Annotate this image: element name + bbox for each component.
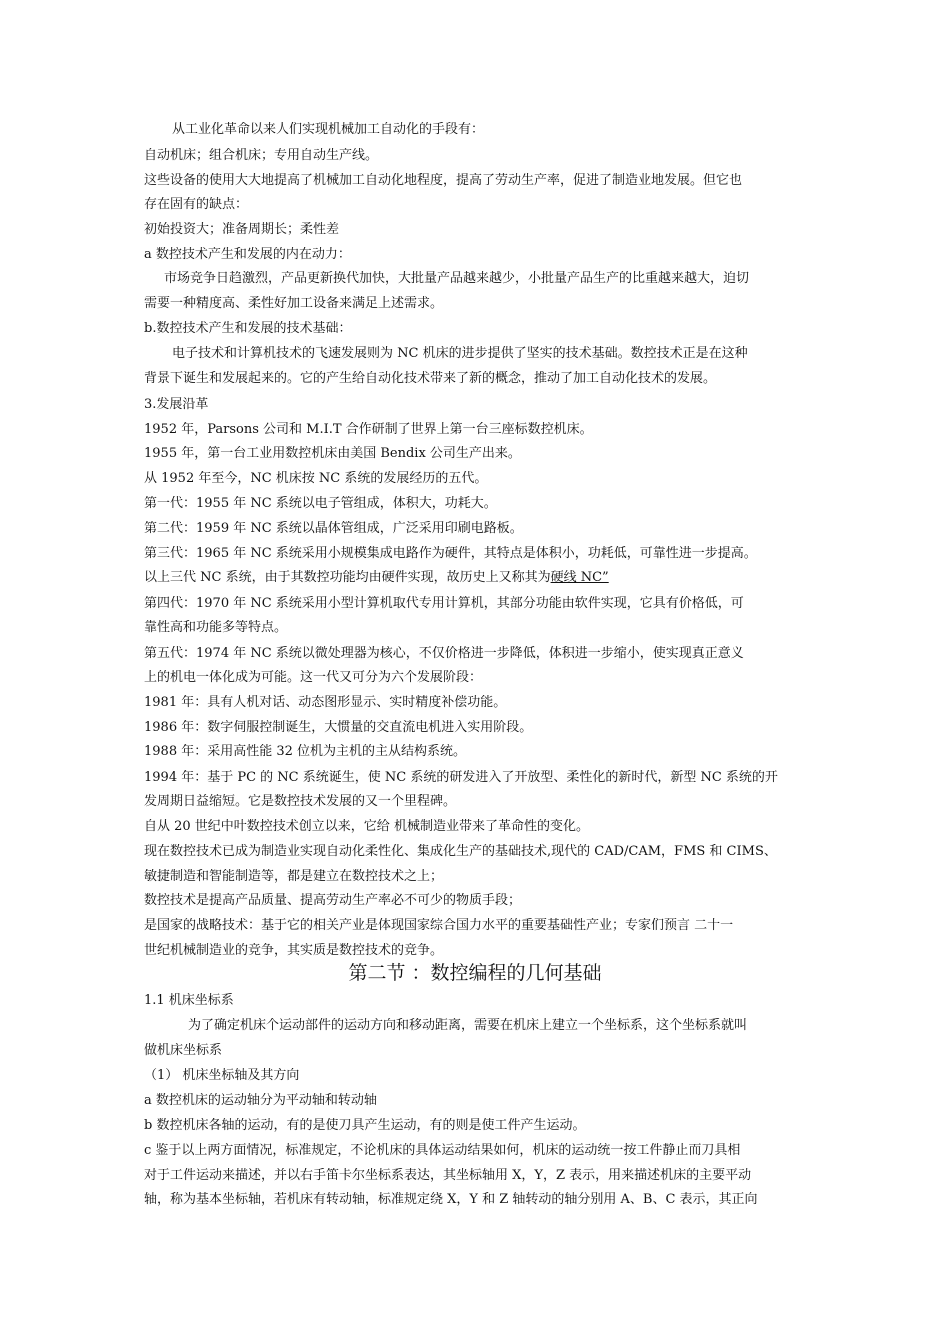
text-line: 电子技术和计算机技术的飞速发展则为 NC 机床的进步提供了坚实的技术基础。数控技术正是在这种 <box>172 346 748 361</box>
text-line: 1986 年：数字伺服控制诞生，大惯量的交直流电机进入实用阶段。 <box>144 720 533 735</box>
text-line: 数控技术是提高产品质量、提高劳动生产率必不可少的物质手段； <box>144 893 522 908</box>
text-line: （1） 机床坐标轴及其方向 <box>144 1068 300 1083</box>
text-line: 上的机电一体化成为可能。这一代又可分为六个发展阶段： <box>144 670 483 685</box>
text-line: 3.发展沿革 <box>144 397 209 412</box>
text-line: 1952 年，Parsons 公司和 M.I.T 合作研制了世界上第一台三座标数控机床。 <box>144 422 593 437</box>
text-line: 这些设备的使用大大地提高了机械加工自动化地程度，提高了劳动生产率，促进了制造业地发展。但它也 <box>144 173 743 188</box>
text-line: 发周期日益缩短。它是数控技术发展的又一个里程碑。 <box>144 794 457 809</box>
text-line: a 数控机床的运动轴分为平动轴和转动轴 <box>144 1093 377 1108</box>
text-line: 是国家的战略技术：基于它的相关产业是体现国家综合国力水平的重要基础性产业；专家们预言 二十一 <box>144 918 734 933</box>
text-line: 背景下诞生和发展起来的。它的产生给自动化技术带来了新的概念，推动了加工自动化技术的发展。 <box>144 371 717 386</box>
text-line: 第一代：1955 年 NC 系统以电子管组成，体积大，功耗大。 <box>144 496 497 511</box>
text-line: 1.1 机床坐标系 <box>144 993 234 1008</box>
text-line: 第五代：1974 年 NC 系统以微处理器为核心，不仅价格进一步降低，体积进一步缩小，使实现真正意义 <box>144 646 744 661</box>
section-heading: 第二节 ：数控编程的几何基础 <box>348 962 602 984</box>
text-line: 对于工件运动来描述，并以右手笛卡尔坐标系表达，其坐标轴用 X，Y，Z 表示，用来描述机床的主要平动 <box>144 1168 752 1183</box>
text-line: b.数控技术产生和发展的技术基础： <box>144 321 352 336</box>
text-line: 自从 20 世纪中叶数控技术创立以来，它给 机械制造业带来了革命性的变化。 <box>144 819 589 834</box>
text-line: 从 1952 年至今，NC 机床按 NC 系统的发展经历的五代。 <box>144 471 488 486</box>
text-line: 为了确定机床个运动部件的运动方向和移动距离，需要在机床上建立一个坐标系，这个坐标系就叫 <box>188 1018 748 1033</box>
text-line: 市场竞争日趋激烈，产品更新换代加快，大批量产品越来越少，小批量产品生产的比重越来越大，迫切 <box>164 271 750 286</box>
text-line: 自动机床；组合机床；专用自动生产线。 <box>144 148 379 163</box>
text-line: 第四代：1970 年 NC 系统采用小型计算机取代专用计算机，其部分功能由软件实现，它具有价格低，可 <box>144 596 744 611</box>
text-line: 1988 年：采用高性能 32 位机为主机的主从结构系统。 <box>144 744 467 759</box>
text-line: c 鉴于以上两方面情况，标准规定，不论机床的具体运动结果如何，机床的运动统一按工件静止而刀具相 <box>144 1143 741 1158</box>
text-line: 1981 年：具有人机对话、动态图形显示、实时精度补偿功能。 <box>144 695 507 710</box>
text-line: 第二代：1959 年 NC 系统以晶体管组成，广泛采用印刷电路板。 <box>144 521 523 536</box>
text-line: 存在固有的缺点： <box>144 197 249 212</box>
text-line: 现在数控技术已成为制造业实现自动化柔性化、集成化生产的基础技术,现代的 CAD/CAM，FMS 和 CIMS、 <box>144 844 777 859</box>
text-line: 1994 年：基于 PC 的 NC 系统诞生，使 NC 系统的研发进入了开放型、柔性化的新时代，新型 NC 系统的开 <box>144 770 778 785</box>
text-span: 以上三代 NC 系统，由于其数控功能均由硬件实现，故历史上又称其为 <box>144 570 551 585</box>
text-line: 做机床坐标系 <box>144 1043 223 1058</box>
text-line: 第三代：1965 年 NC 系统采用小规模集成电路作为硬件，其特点是体积小，功耗低，可靠性进一步提高。 <box>144 546 757 561</box>
underlined-text: 硬线 NC” <box>550 570 609 585</box>
text-line: 靠性高和功能多等特点。 <box>144 620 288 635</box>
text-line: 轴，称为基本坐标轴，若机床有转动轴，标准规定绕 X，Y 和 Z 轴转动的轴分别用 A、B、C 表示，其正向 <box>144 1192 758 1207</box>
text-line: 从工业化革命以来人们实现机械加工自动化的手段有： <box>172 122 485 137</box>
text-line: 初始投资大；准备周期长；柔性差 <box>144 222 340 237</box>
text-line: 1955 年，第一台工业用数控机床由美国 Bendix 公司生产出来。 <box>144 446 521 461</box>
text-line: 敏捷制造和智能制造等，都是建立在数控技术之上； <box>144 869 444 884</box>
text-line <box>144 570 828 586</box>
text-line: 世纪机械制造业的竞争，其实质是数控技术的竞争。 <box>144 943 444 958</box>
text-line: a 数控技术产生和发展的内在动力： <box>144 247 351 262</box>
text-line: b 数控机床各轴的运动，有的是使刀具产生运动，有的则是使工件产生运动。 <box>144 1118 586 1133</box>
text-line: 需要一种精度高、柔性好加工设备来满足上述需求。 <box>144 296 444 311</box>
